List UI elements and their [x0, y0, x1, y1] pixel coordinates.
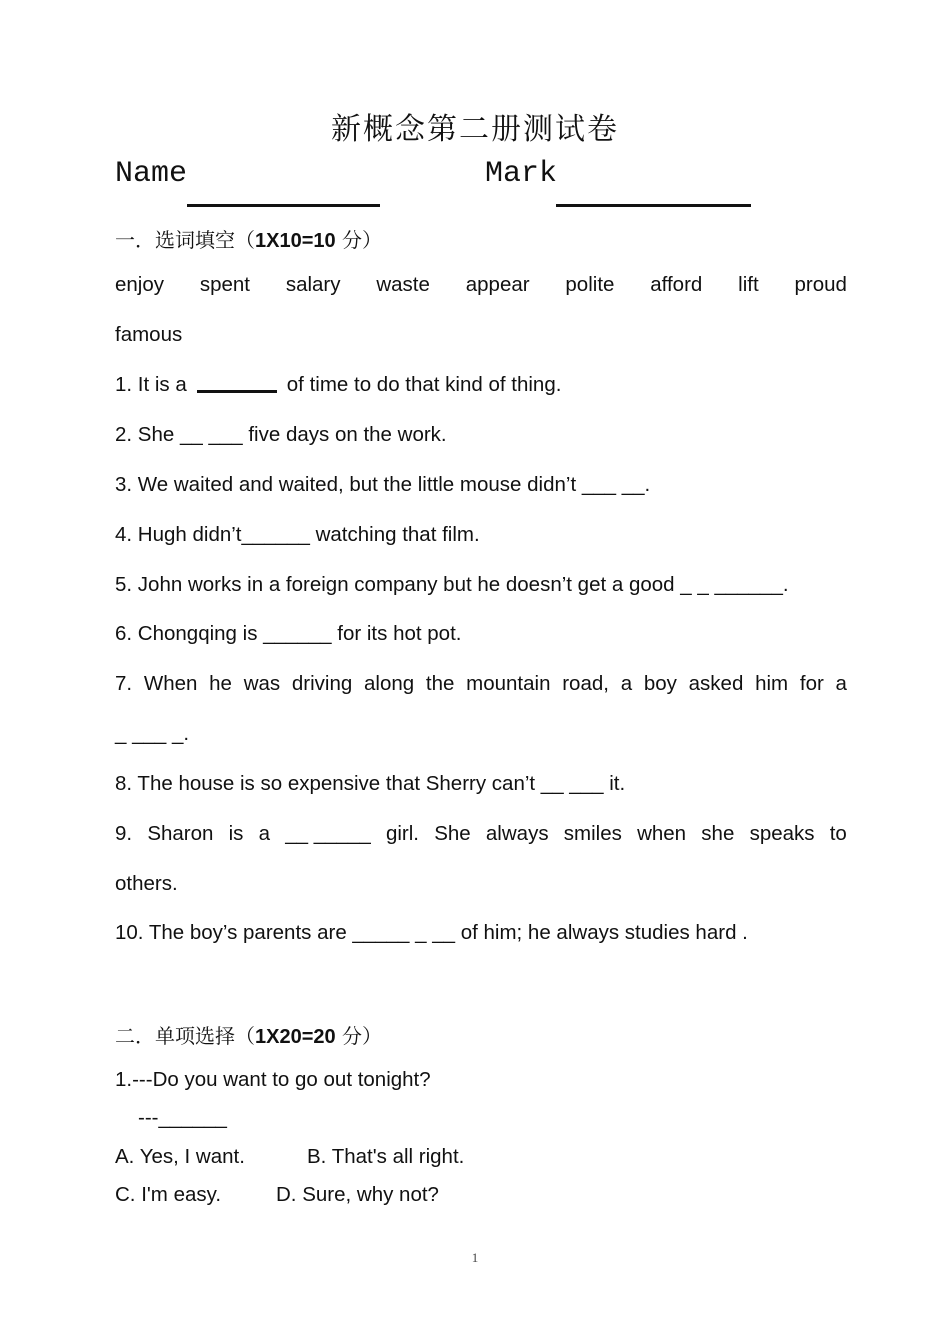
word-bank-item: polite — [565, 273, 615, 296]
question-8: 8. The house is so expensive that Sherry can’t __ ___ it. — [115, 772, 626, 795]
question-7-line2: _ ___ _. — [115, 722, 190, 745]
page-title: 新概念第二册测试卷 — [331, 112, 619, 147]
section1-heading: 一．选词填空（1X10=10 分） — [115, 228, 382, 252]
name-blank-line — [187, 204, 380, 207]
question-9-line2: others. — [115, 872, 178, 895]
question-1: 1. It is a of time to do that kind of thing. — [115, 373, 562, 396]
word-bank-item: salary — [285, 273, 341, 296]
question-6: 6. Chongqing is ______ for its hot pot. — [115, 622, 462, 645]
word-bank-item: afford — [650, 273, 703, 296]
mc-question-1-reply: ---______ — [138, 1106, 227, 1129]
mark-label: Mark — [485, 157, 558, 191]
mark-blank-line — [556, 204, 751, 207]
option-b: B. That's all right. — [307, 1145, 465, 1168]
word-bank-item: famous — [115, 323, 183, 346]
answer-blank — [197, 390, 277, 393]
word-bank — [115, 273, 847, 297]
question-7: 7. When he was driving along the mountain road, a boy asked him for a — [115, 672, 847, 695]
page-number: 1 — [471, 1250, 479, 1265]
word-bank-item: appear — [465, 273, 530, 296]
option-a: A. Yes, I want. — [115, 1145, 245, 1168]
word-bank-item: proud — [794, 273, 847, 296]
word-bank-item: waste — [376, 273, 430, 296]
question-10: 10. The boy’s parents are _____ _ __ of him; he always studies hard . — [115, 921, 748, 944]
question-9: 9. Sharon is a __ _____ girl. She always smiles when she speaks to — [115, 822, 847, 845]
mc-question-1: 1.---Do you want to go out tonight? — [115, 1068, 431, 1091]
question-4: 4. Hugh didn’t______ watching that film. — [115, 523, 480, 546]
section2-heading: 二．单项选择（1X20=20 分） — [115, 1024, 382, 1048]
question-5: 5. John works in a foreign company but he doesn’t get a good _ _ ______. — [115, 573, 789, 596]
word-bank-item: lift — [738, 273, 759, 296]
option-d: D. Sure, why not? — [276, 1183, 439, 1206]
word-bank-item: spent — [199, 273, 250, 296]
word-bank-item: enjoy — [115, 273, 165, 296]
option-c: C. I'm easy. — [115, 1183, 222, 1206]
question-2: 2. She __ ___ five days on the work. — [115, 423, 447, 446]
name-label: Name — [115, 157, 188, 191]
question-3: 3. We waited and waited, but the little mouse didn’t ___ __. — [115, 473, 651, 496]
